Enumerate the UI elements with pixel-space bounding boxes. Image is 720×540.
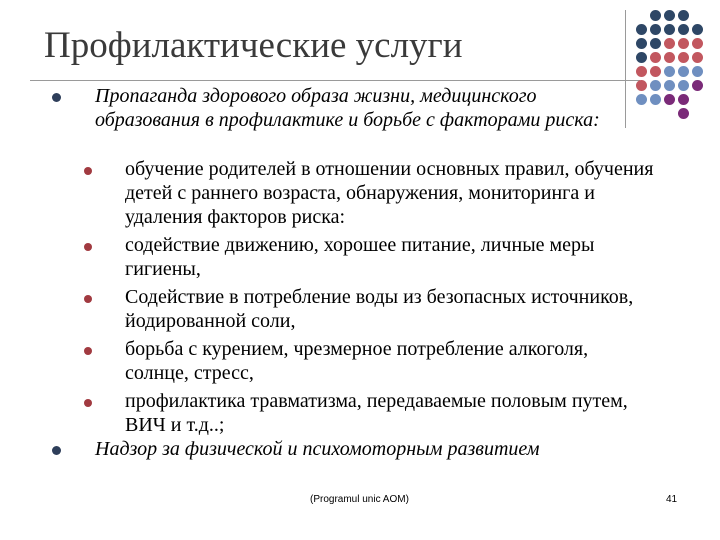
footer-source: (Programul unic AOM) — [310, 494, 409, 505]
bullet-icon — [52, 93, 61, 102]
decorative-dot — [650, 10, 661, 21]
decorative-dot — [678, 108, 689, 119]
bullet-icon — [52, 446, 61, 455]
decorative-dot — [636, 94, 647, 105]
decorative-dot — [650, 38, 661, 49]
list-item-level2: содействие движению, хорошее питание, личные меры гигиены, — [125, 234, 595, 280]
decorative-dot — [636, 66, 647, 77]
bullet-icon — [84, 295, 92, 303]
bullet-icon — [84, 347, 92, 355]
list-item-level2: Содействие в потребление воды из безопасных источников, йодированной соли, — [125, 286, 634, 332]
decorative-dot — [692, 66, 703, 77]
decorative-dot — [650, 80, 661, 91]
decorative-dot — [664, 94, 675, 105]
decorative-dot — [678, 38, 689, 49]
decorative-dot — [636, 52, 647, 63]
decorative-dot — [664, 66, 675, 77]
decorative-dot — [636, 24, 647, 35]
decorative-dot — [664, 38, 675, 49]
decorative-dot — [692, 38, 703, 49]
decorative-dot — [692, 52, 703, 63]
decorative-dot — [650, 94, 661, 105]
decorative-dot — [678, 66, 689, 77]
decorative-dot — [678, 52, 689, 63]
decorative-dot — [678, 94, 689, 105]
decorative-dot — [678, 24, 689, 35]
decorative-dot — [678, 80, 689, 91]
list-item-level2: борьба с курением, чрезмерное потребление алкоголя, солнце, стресс, — [125, 338, 589, 384]
list-item-level2: обучение родителей в отношении основных правил, обучения детей с раннего возраста, обнаружения, мониторинга и удаления факторов риска: — [125, 158, 654, 228]
decorative-dot — [664, 24, 675, 35]
bullet-icon — [84, 167, 92, 175]
decorative-dot — [650, 52, 661, 63]
decorative-dot — [678, 10, 689, 21]
list-item-level2: профилактика травматизма, передаваемые половым путем, ВИЧ и т.д..; — [125, 390, 628, 436]
bullet-icon — [84, 399, 92, 407]
decorative-dot — [692, 80, 703, 91]
page-number: 41 — [666, 494, 678, 505]
decorative-dot — [664, 80, 675, 91]
title-horizontal-rule — [30, 80, 640, 81]
decorative-dot — [664, 52, 675, 63]
decorative-dot — [650, 66, 661, 77]
bullet-icon — [84, 243, 92, 251]
decorative-dot — [636, 38, 647, 49]
decorative-dot — [692, 24, 703, 35]
list-item-level1: Надзор за физической и психомоторным развитием — [95, 438, 540, 460]
slide-title: Профилактические услуги — [44, 25, 463, 66]
list-item-level1: Пропаганда здорового образа жизни, медицинского образования в профилактике и борьбе с факторами риска: — [95, 85, 600, 131]
decorative-dot — [636, 80, 647, 91]
decorative-dot — [650, 24, 661, 35]
decorative-dot — [664, 10, 675, 21]
